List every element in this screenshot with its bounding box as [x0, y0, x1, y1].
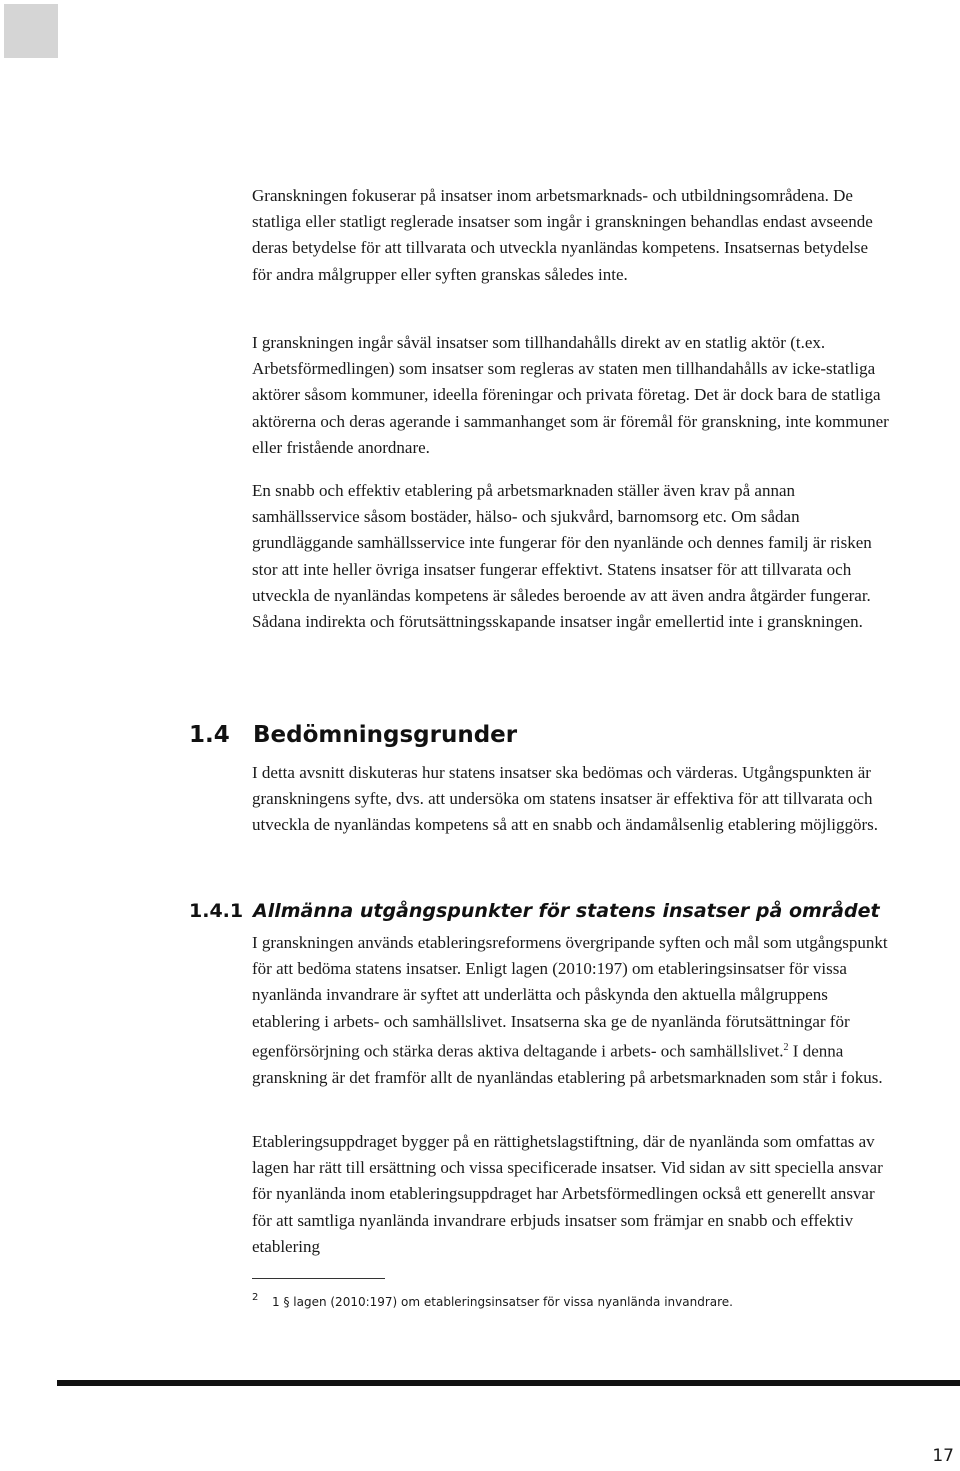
section-number: 1.4: [189, 722, 230, 748]
paragraph-reform-goals-part2: I denna granskning är det framför allt de nyanländas etablering på arbetsmarknaden som står i fokus.: [252, 1041, 883, 1087]
paragraph-reform-goals-part1: I granskningen används etableringsreformens övergripande syften och mål som utgångspunkt för att bedöma statens insatser. Enligt lagen (2010:197) om etableringsinsatser för vissa nyanlända invandrare är syftet att underlätta och påskynda den aktuella målgruppens etablering i arbets- och samhällslivet. Insatserna ska ge de nyanlända förutsättningar för egenförsörjning och stärka deras aktiva deltagande i arbets- och samhällslivet.: [252, 933, 888, 1061]
subsection-number: 1.4.1: [189, 900, 244, 922]
paragraph-scope-actors: I granskningen ingår såväl insatser som tillhandahålls direkt av en statlig aktör (t.ex. Arbetsförmedlingen) som insatser som regleras av staten men tillhandahålls av icke-statliga aktörer såsom kommuner, ideella föreningar och privata företag. Det är dock bara de statliga aktörerna och deras agerande i sammanhanget som är föremål för granskning, inte kommuner eller fristående anordnare.: [252, 333, 889, 457]
page-number: 17: [932, 1446, 954, 1466]
paragraph-assessment-intro: I detta avsnitt diskuteras hur statens insatser ska bedömas och värderas. Utgångspunkten är granskningens syfte, dvs. att undersöka om statens insatser är effektiva för att tillvarata och utveckla de nyanländas kompetens så att en snabb och ändamålsenlig etablering möjliggörs.: [252, 763, 878, 835]
corner-marker: [4, 4, 58, 58]
section-title: Bedömningsgrunder: [253, 722, 518, 748]
paragraph-scope-focus: Granskningen fokuserar på insatser inom arbetsmarknads- och utbildningsområdena. De statliga eller statligt reglerade insatser som ingår i granskningen behandlas endast avseende deras betydelse för att tillvarata och utveckla nyanländas kompetens. Insatsernas betydelse för andra målgrupper eller syften granskas således inte.: [252, 186, 873, 284]
footnote-text: 1 § lagen (2010:197) om etableringsinsatser för vissa nyanlända invandrare.: [272, 1295, 733, 1309]
paragraph-scope-services: En snabb och effektiv etablering på arbetsmarknaden ställer även krav på annan samhällsservice såsom bostäder, hälso- och sjukvård, barnomsorg etc. Om sådan grundläggande samhällsservice inte fungerar för den nyanlände och dennes familj är risken stor att inte heller övriga insatser fungerar effektivt. Statens insatser för att tillvarata och utveckla de nyanländas kompetens är således beroende av att även andra åtgärder fungerar. Sådana indirekta och förutsättningsskapande insatser ingår emellertid inte i granskningen.: [252, 481, 872, 632]
paragraph-establishment-assignment: Etableringsuppdraget bygger på en rättighetslagstiftning, där de nyanlända som omfattas av lagen har rätt till ersättning och vissa specificerade insatser. Vid sidan av sitt speciella ansvar för nyanlända inom etableringsuppdraget har Arbetsförmedlingen också ett generellt ansvar för att samtliga nyanlända invandrare erbjuds insatser som främjar en snabb och effektiv etablering: [252, 1132, 883, 1256]
footnote-divider: [252, 1278, 385, 1279]
footnote-reference: 2: [783, 1041, 789, 1053]
footnote-number: 2: [252, 1292, 259, 1303]
page-footer-rule: [57, 1380, 960, 1386]
paragraph-reform-goals: [252, 930, 892, 1091]
subsection-title: Allmänna utgångspunkter för statens insatser på området: [253, 900, 880, 922]
